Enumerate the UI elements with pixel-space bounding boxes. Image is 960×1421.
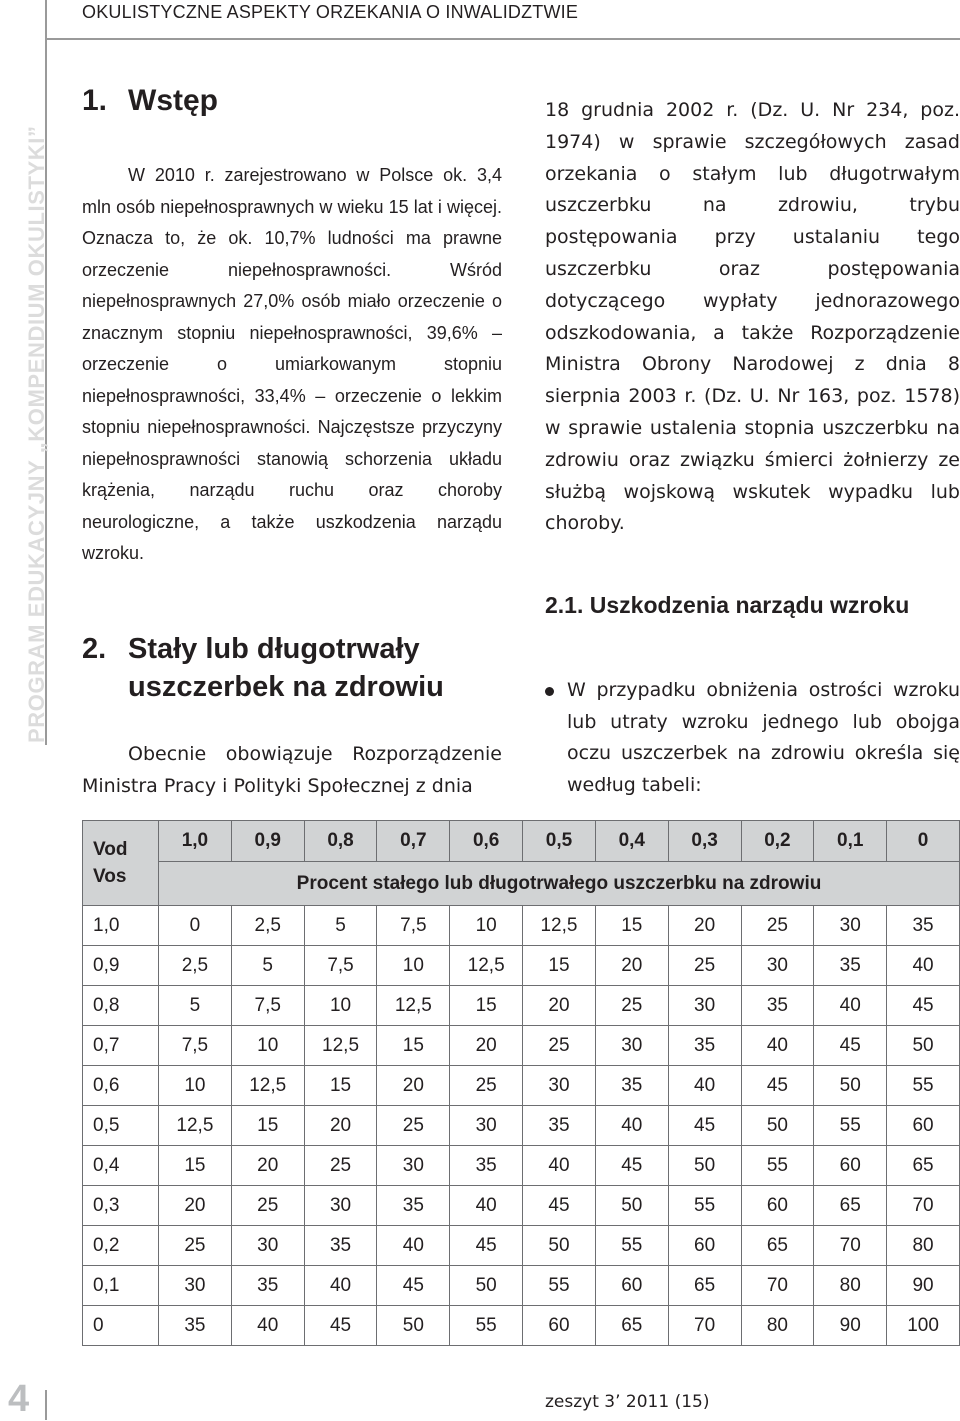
table-cell: 2,5 — [231, 906, 304, 946]
table-cell: 60 — [814, 1146, 887, 1186]
table-cell: 25 — [741, 906, 814, 946]
table-row-header: 0,6 — [83, 1066, 159, 1106]
table-cell: 35 — [668, 1026, 741, 1066]
table-cell: 30 — [377, 1146, 450, 1186]
impairment-table — [82, 820, 960, 1346]
table-cell: 45 — [741, 1066, 814, 1106]
table-cell: 7,5 — [304, 946, 377, 986]
table-row-header: 0,2 — [83, 1226, 159, 1266]
table-row-header: 0,7 — [83, 1026, 159, 1066]
table-cell: 20 — [304, 1106, 377, 1146]
corner-vos: Vos — [93, 866, 127, 887]
table-row — [83, 1106, 960, 1146]
table-cell: 30 — [231, 1226, 304, 1266]
table-cell: 2,5 — [159, 946, 232, 986]
section-2-heading — [82, 630, 444, 706]
table-cell: 60 — [741, 1186, 814, 1226]
table-cell: 12,5 — [450, 946, 523, 986]
table-cell: 5 — [159, 986, 232, 1026]
table-cell: 65 — [814, 1186, 887, 1226]
table-cell: 45 — [595, 1146, 668, 1186]
table-cell: 55 — [668, 1186, 741, 1226]
table-cell: 45 — [523, 1186, 596, 1226]
table-cell: 5 — [304, 906, 377, 946]
table-cell: 55 — [887, 1066, 960, 1106]
table-cell: 80 — [887, 1226, 960, 1266]
table-cell: 40 — [377, 1226, 450, 1266]
table-cell: 65 — [741, 1226, 814, 1266]
header-rule — [45, 38, 960, 40]
table-row-header: 0,9 — [83, 946, 159, 986]
side-banner — [0, 0, 49, 745]
section-1-paragraph: W 2010 r. zarejestrowano w Polsce ok. 3,4 mln osób niepełnosprawnych w wieku 15 lat i więcej. Oznacza to, że ok. 10,7% ludności ma prawne orzeczenie niepełnosprawności. Wśród niepełnosprawnych 27,0% osób miało orzeczenie o znacznym stopniu niepełnosprawności, 39,6% – orzeczenie o umiarkowanym stopniu niepełnosprawności, 33,4% – orzeczenie o lekkim stopniu niepełnosprawności. Najczęstsze przyczyny niepełnosprawności stanowią schorzenia układu krążenia, narządu ruchu oraz choroby neurologiczne, a także uszkodzenia narządu wzroku. — [82, 165, 502, 563]
table-col-header: 0,2 — [741, 821, 814, 862]
table-cell: 55 — [450, 1306, 523, 1346]
table-cell: 90 — [887, 1266, 960, 1306]
table-col-header: 0,5 — [523, 821, 596, 862]
table-cell: 35 — [377, 1186, 450, 1226]
table-row-header: 0,3 — [83, 1186, 159, 1226]
table-cell: 80 — [741, 1306, 814, 1346]
running-head: OKULISTYCZNE ASPEKTY ORZEKANIA O INWALIDZTWIE — [82, 2, 579, 22]
table-col-header: 0,8 — [304, 821, 377, 862]
table-cell: 80 — [814, 1266, 887, 1306]
table-cell: 45 — [814, 1026, 887, 1066]
table-cell: 35 — [304, 1226, 377, 1266]
table-cell: 40 — [814, 986, 887, 1026]
footer-rule — [45, 1390, 47, 1420]
table-cell: 20 — [595, 946, 668, 986]
table-cell: 20 — [523, 986, 596, 1026]
table-cell: 25 — [377, 1106, 450, 1146]
table-cell: 30 — [523, 1066, 596, 1106]
table-row — [83, 1266, 960, 1306]
table-cell: 55 — [741, 1146, 814, 1186]
table-row-header: 0 — [83, 1306, 159, 1346]
table-col-header: 0,7 — [377, 821, 450, 862]
table-cell: 25 — [668, 946, 741, 986]
table-cell: 7,5 — [159, 1026, 232, 1066]
table-cell: 100 — [887, 1306, 960, 1346]
table-cell: 12,5 — [304, 1026, 377, 1066]
table-cell: 50 — [814, 1066, 887, 1106]
table-cell: 40 — [668, 1066, 741, 1106]
table-subtitle: Procent stałego lub długotrwałego uszczerbku na zdrowiu — [159, 862, 960, 906]
section-2-1-heading: 2.1. Uszkodzenia narządu wzroku — [545, 592, 910, 618]
table-cell: 30 — [450, 1106, 523, 1146]
table-cell: 15 — [159, 1146, 232, 1186]
table-cell: 7,5 — [231, 986, 304, 1026]
bullet-text: W przypadku obniżenia ostrości wzroku lub utraty wzroku jednego lub obojga oczu uszczerbek na zdrowiu określa się według tabeli: — [567, 679, 960, 796]
table-cell: 35 — [450, 1146, 523, 1186]
table-cell: 60 — [595, 1266, 668, 1306]
table-cell: 50 — [377, 1306, 450, 1346]
table-cell: 35 — [887, 906, 960, 946]
table-cell: 70 — [814, 1226, 887, 1266]
table-cell: 10 — [159, 1066, 232, 1106]
table-row-header: 0,8 — [83, 986, 159, 1026]
table-row — [83, 1306, 960, 1346]
table-cell: 90 — [814, 1306, 887, 1346]
table-cell: 55 — [595, 1226, 668, 1266]
table-row-header: 0,4 — [83, 1146, 159, 1186]
table-cell: 25 — [304, 1146, 377, 1186]
table-row — [83, 946, 960, 986]
table-cell: 40 — [304, 1266, 377, 1306]
table-cell: 50 — [741, 1106, 814, 1146]
table-row — [83, 1226, 960, 1266]
table-row-header: 0,5 — [83, 1106, 159, 1146]
bullet-icon — [545, 687, 554, 696]
table-cell: 35 — [523, 1106, 596, 1146]
table-cell: 20 — [159, 1186, 232, 1226]
section-1-heading — [82, 84, 218, 118]
table-cell: 50 — [595, 1186, 668, 1226]
page-number: 4 — [8, 1378, 30, 1420]
table-cell: 65 — [595, 1306, 668, 1346]
table-cell: 10 — [304, 986, 377, 1026]
table-cell: 10 — [231, 1026, 304, 1066]
table-cell: 60 — [523, 1306, 596, 1346]
corner-vod: Vod — [93, 839, 128, 860]
table-cell: 35 — [741, 986, 814, 1026]
table-row-header: 1,0 — [83, 906, 159, 946]
issue-label: zeszyt 3’ 2011 (15) — [545, 1392, 710, 1412]
table-cell: 20 — [231, 1146, 304, 1186]
table-cell: 10 — [450, 906, 523, 946]
table-cell: 5 — [231, 946, 304, 986]
table-cell: 25 — [159, 1226, 232, 1266]
section-1-title: Wstęp — [128, 84, 218, 117]
table-cell: 20 — [668, 906, 741, 946]
table-cell: 15 — [450, 986, 523, 1026]
table-cell: 30 — [814, 906, 887, 946]
table-row — [83, 1146, 960, 1186]
table-row — [83, 906, 960, 946]
table-cell: 35 — [814, 946, 887, 986]
table-cell: 45 — [377, 1266, 450, 1306]
table-cell: 50 — [450, 1266, 523, 1306]
table-cell: 15 — [304, 1066, 377, 1106]
section-2-number: 2. — [82, 633, 107, 665]
table-cell: 25 — [450, 1066, 523, 1106]
table-cell: 55 — [814, 1106, 887, 1146]
table-row — [83, 1066, 960, 1106]
table-cell: 20 — [377, 1066, 450, 1106]
table-cell: 12,5 — [523, 906, 596, 946]
table-cell: 40 — [450, 1186, 523, 1226]
table-col-header: 0,9 — [231, 821, 304, 862]
table-col-header: 1,0 — [159, 821, 232, 862]
table-cell: 45 — [304, 1306, 377, 1346]
table-cell: 12,5 — [377, 986, 450, 1026]
section-2-paragraph-start: Obecnie obowiązuje Rozporządzenie Ministra Pracy i Polityki Społecznej z dnia — [82, 743, 502, 797]
table-cell: 30 — [741, 946, 814, 986]
table-cell: 20 — [450, 1026, 523, 1066]
table-cell: 35 — [595, 1066, 668, 1106]
section-2-paragraph-continued: 18 grudnia 2002 r. (Dz. U. Nr 234, poz. 1974) w sprawie szczegółowych zasad orzekania o stałym lub długotrwałym uszczerbku na zdrowiu, trybu postępowania przy ustalaniu tego uszczerbku oraz postępowania dotyczącego wypłaty jednorazowego odszkodowania, a także Rozporządzenie Ministra Obrony Narodowej z dnia 8 sierpnia 2003 r. (Dz. U. Nr 163, poz. 1578) w sprawie ustalenia stopnia uszczerbku na zdrowiu oraz związku śmierci żołnierzy ze służbą wojskową wskutek wypadku lub choroby. — [545, 99, 960, 535]
table-cell: 40 — [887, 946, 960, 986]
table-cell: 10 — [377, 946, 450, 986]
table-col-header: 0 — [887, 821, 960, 862]
table-cell: 40 — [741, 1026, 814, 1066]
table-cell: 60 — [668, 1226, 741, 1266]
table-cell: 12,5 — [231, 1066, 304, 1106]
table-cell: 25 — [231, 1186, 304, 1226]
table-col-header: 0,1 — [814, 821, 887, 862]
table-cell: 15 — [595, 906, 668, 946]
table-row — [83, 1186, 960, 1226]
table-cell: 30 — [595, 1026, 668, 1066]
table-cell: 40 — [231, 1306, 304, 1346]
table-cell: 50 — [668, 1146, 741, 1186]
table-subtitle-row — [83, 862, 960, 906]
table-cell: 60 — [887, 1106, 960, 1146]
table-col-header: 0,6 — [450, 821, 523, 862]
table-cell: 15 — [231, 1106, 304, 1146]
table-cell: 70 — [887, 1186, 960, 1226]
table-header-row — [83, 821, 960, 862]
table-cell: 15 — [523, 946, 596, 986]
table-row-header: 0,1 — [83, 1266, 159, 1306]
table-cell: 50 — [887, 1026, 960, 1066]
table-cell: 25 — [523, 1026, 596, 1066]
table-cell: 25 — [595, 986, 668, 1026]
table-cell: 45 — [887, 986, 960, 1026]
table-cell: 35 — [231, 1266, 304, 1306]
table-cell: 50 — [523, 1226, 596, 1266]
table-cell: 0 — [159, 906, 232, 946]
table-corner-cell — [83, 821, 159, 906]
table-cell: 70 — [668, 1306, 741, 1346]
table-col-header: 0,3 — [668, 821, 741, 862]
table-cell: 35 — [159, 1306, 232, 1346]
table-cell: 30 — [159, 1266, 232, 1306]
section-2-title-line2: uszczerbek na zdrowiu — [128, 671, 444, 703]
table-col-header: 0,4 — [595, 821, 668, 862]
bullet-item — [545, 675, 960, 801]
table-cell: 12,5 — [159, 1106, 232, 1146]
table-cell: 70 — [741, 1266, 814, 1306]
table-cell: 30 — [304, 1186, 377, 1226]
section-2-title-line1: Stały lub długotrwały — [128, 633, 420, 665]
table-cell: 55 — [523, 1266, 596, 1306]
table-cell: 40 — [523, 1146, 596, 1186]
table-row — [83, 1026, 960, 1066]
side-banner-text: PROGRAM EDUKACYJNY „KOMPENDIUM OKULISTYKI” — [24, 125, 49, 743]
table-cell: 65 — [887, 1146, 960, 1186]
table-cell: 40 — [595, 1106, 668, 1146]
table-row — [83, 986, 960, 1026]
table-cell: 45 — [668, 1106, 741, 1146]
table-cell: 45 — [450, 1226, 523, 1266]
table-cell: 30 — [668, 986, 741, 1026]
section-1-number: 1. — [82, 84, 108, 117]
table-cell: 65 — [668, 1266, 741, 1306]
table-cell: 7,5 — [377, 906, 450, 946]
table-cell: 15 — [377, 1026, 450, 1066]
